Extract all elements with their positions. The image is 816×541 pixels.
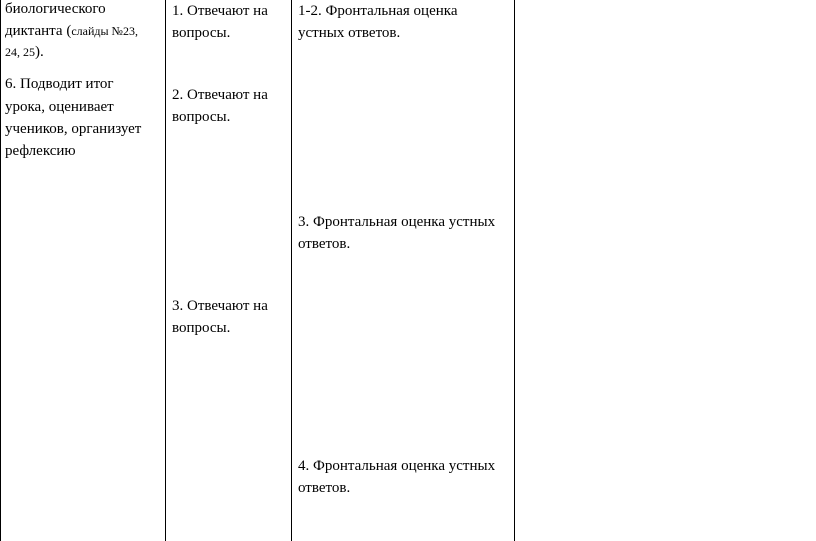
cell-text: 1-2. Фронтальная оценка <box>298 3 458 19</box>
cell-text: вопросы. <box>172 109 231 125</box>
cell-text-small: слайды №23, <box>71 24 139 38</box>
column-border <box>291 0 292 541</box>
cell-text: 6. Подводит итог <box>5 76 114 92</box>
cell-text: устных ответов. <box>298 25 401 41</box>
cell-text: биологического <box>5 1 106 17</box>
column-border <box>514 0 515 541</box>
cell-text: диктанта ( <box>5 23 72 39</box>
cell-text: 3. Фронтальная оценка устных <box>298 214 496 230</box>
cell-text: ответов. <box>298 236 351 252</box>
column-border <box>0 0 1 541</box>
cell-text: урока, оценивает <box>5 99 114 115</box>
cell-text: ответов. <box>298 480 351 496</box>
cell-text: учеников, организует <box>5 121 142 137</box>
cell-text: 1. Отвечают на <box>172 3 268 19</box>
cell-text: вопросы. <box>172 25 231 41</box>
cell-text: рефлексию <box>5 143 76 159</box>
column-border <box>165 0 166 541</box>
cell-text: вопросы. <box>172 320 231 336</box>
cell-text: ). <box>35 44 44 60</box>
cell-text <box>5 41 44 63</box>
cell-text <box>5 20 138 42</box>
cell-text-small: 24, 25 <box>5 45 35 59</box>
cell-text: 2. Отвечают на <box>172 87 268 103</box>
cell-text: 3. Отвечают на <box>172 298 268 314</box>
cell-text: 4. Фронтальная оценка устных <box>298 458 496 474</box>
